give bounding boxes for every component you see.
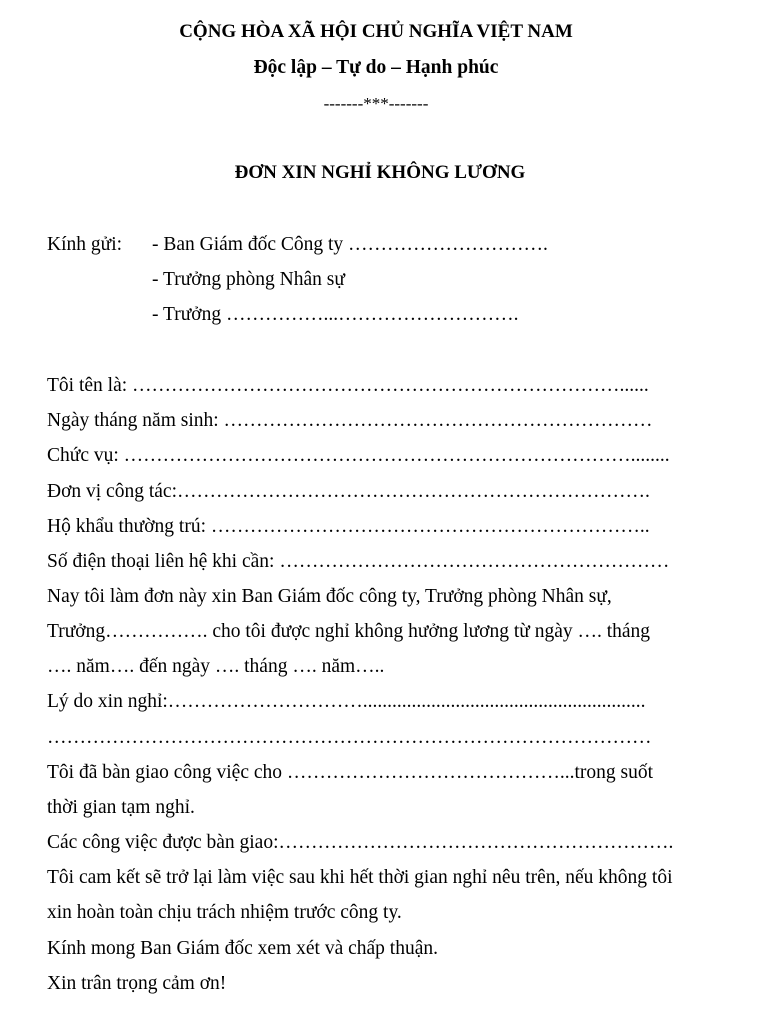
field-reason: Lý do xin nghỉ:………………………….......................................................... <box>47 691 646 712</box>
field-work-unit: Đơn vị công tác:………………………………………………………………. <box>47 481 650 502</box>
field-phone: Số điện thoại liên hệ khi cần: …………………………………………………… <box>47 551 670 572</box>
request-paragraph-line: Nay tôi làm đơn này xin Ban Giám đốc công ty, Trưởng phòng Nhân sự, <box>47 586 612 607</box>
request-paragraph-line: Trưởng……………. cho tôi được nghỉ không hưởng lương từ ngày …. tháng <box>47 621 651 642</box>
request-paragraph-line: …. năm…. đến ngày …. tháng …. năm….. <box>47 656 385 677</box>
commitment-paragraph-line: Tôi cam kết sẽ trở lại làm việc sau khi hết thời gian nghỉ nêu trên, nếu không tôi <box>47 867 673 888</box>
recipient-department-head: - Trưởng ……………...………………………. <box>152 304 519 325</box>
closing-request: Kính mong Ban Giám đốc xem xét và chấp thuận. <box>47 938 438 959</box>
commitment-paragraph-line: xin hoàn toàn chịu trách nhiệm trước công ty. <box>47 902 402 923</box>
document-title: ĐƠN XIN NGHỈ KHÔNG LƯƠNG <box>234 162 526 183</box>
handover-paragraph-line: Tôi đã bàn giao công việc cho ……………………………………...trong suốt <box>47 762 654 783</box>
field-position: Chức vụ: ……………………………………………………………………........ <box>47 445 670 466</box>
recipient-hr-head: - Trưởng phòng Nhân sự <box>152 269 345 290</box>
recipient-board-of-directors: - Ban Giám đốc Công ty …………………………. <box>152 234 548 255</box>
recipients-label: Kính gửi: <box>47 234 123 255</box>
field-date-of-birth: Ngày tháng năm sinh: ………………………………………………………… <box>47 410 653 431</box>
field-permanent-residence: Hộ khẩu thường trú: ………………………………………………………….. <box>47 516 650 537</box>
field-reason-continued: ………………………………………………………………………………… <box>47 727 652 748</box>
handover-paragraph-line: thời gian tạm nghỉ. <box>47 797 195 818</box>
closing-thanks: Xin trân trọng cảm ơn! <box>47 973 227 994</box>
field-handover-tasks: Các công việc được bàn giao:……………………………………………………. <box>47 832 674 853</box>
national-header: CỘNG HÒA XÃ HỘI CHỦ NGHĨA VIỆT NAM <box>179 21 573 42</box>
national-motto: Độc lập – Tự do – Hạnh phúc <box>253 57 499 78</box>
field-full-name: Tôi tên là: …………………………………………………………………...... <box>47 375 649 396</box>
header-separator: -------***------- <box>323 94 429 113</box>
